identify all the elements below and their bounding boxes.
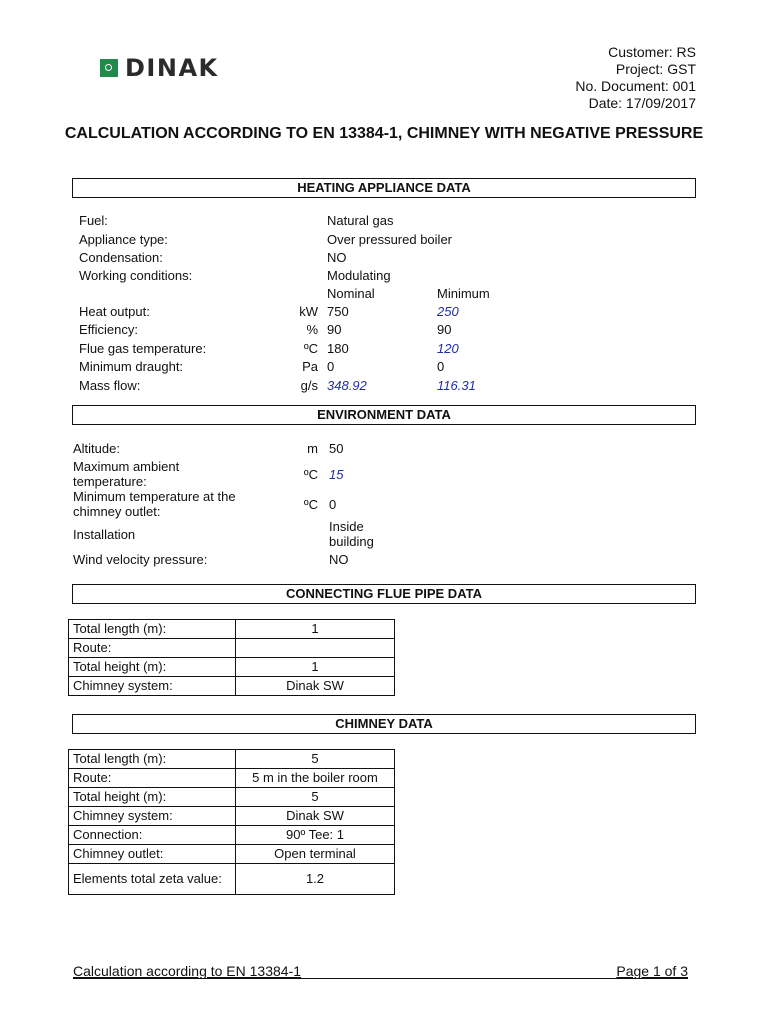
table-cell-label: Chimney system: [69,677,236,696]
table-cell-value: 90º Tee: 1 [236,826,395,845]
chimney-data-table [68,749,395,895]
table-cell-value [236,639,395,658]
mass-flow-label: Mass flow: [79,378,141,393]
logo-mark-icon [100,59,118,77]
table-cell-value: Dinak SW [236,677,395,696]
efficiency-nominal: 90 [327,322,342,337]
table-row [69,677,395,696]
footer-page-number: Page 1 of 3 [616,963,688,979]
heat-output-minimum: 250 [437,304,459,319]
table-cell-value: 5 m in the boiler room [236,769,395,788]
installation-label: Installation [73,527,136,542]
table-cell-label: Connection: [69,826,236,845]
footer-divider [73,978,688,979]
mass-flow-unit: g/s [300,378,318,393]
condensation-value: NO [327,250,347,265]
flue-gas-temperature-nominal: 180 [327,341,349,356]
chimney-section-header: CHIMNEY DATA [72,714,696,734]
max-ambient-temperature-label: Maximum ambient temperature: [73,459,180,489]
customer-line: Customer: RS [608,44,696,60]
minimum-draught-label: Minimum draught: [79,359,184,374]
heating-section-header: HEATING APPLIANCE DATA [72,178,696,198]
working-conditions-value: Modulating [327,268,391,283]
table-cell-label: Total length (m): [69,620,236,639]
altitude-value: 50 [329,441,344,456]
max-ambient-temperature-value: 15 [329,467,344,482]
connecting-flue-section-header: CONNECTING FLUE PIPE DATA [72,584,696,604]
environment-section-header: ENVIRONMENT DATA [72,405,696,425]
table-cell-value: Dinak SW [236,807,395,826]
table-cell-value: 1 [236,658,395,677]
flue-gas-temperature-label: Flue gas temperature: [79,341,207,356]
mass-flow-minimum: 116.31 [437,378,476,393]
efficiency-label: Efficiency: [79,322,139,337]
table-row [69,826,395,845]
appliance-type-value: Over pressured boiler [327,232,452,247]
fuel-value: Natural gas [327,213,394,228]
table-cell-label: Total length (m): [69,750,236,769]
table-row [69,807,395,826]
project-line: Project: GST [615,61,696,77]
footer-document-title: Calculation according to EN 13384-1 [73,963,302,979]
table-row [69,639,395,658]
table-row [69,864,395,895]
table-cell-label: Elements total zeta value: [69,864,236,895]
table-cell-label: Total height (m): [69,788,236,807]
minimum-draught-nominal: 0 [327,359,335,374]
heat-output-unit: kW [299,304,318,319]
max-ambient-temperature-unit: ºC [303,467,318,482]
table-cell-label: Total height (m): [69,658,236,677]
logo-text: DINAK [125,54,219,82]
table-row [69,769,395,788]
table-cell-label: Chimney system: [69,807,236,826]
table-row [69,845,395,864]
installation-value: Inside building [329,519,374,549]
min-outlet-temperature-value: 0 [329,497,337,512]
working-conditions-label: Working conditions: [79,268,193,283]
table-cell-label: Chimney outlet: [69,845,236,864]
date-line: Date: 17/09/2017 [588,95,696,111]
table-row [69,658,395,677]
table-cell-value: 1.2 [236,864,395,895]
table-cell-value: 5 [236,750,395,769]
efficiency-minimum: 90 [437,322,452,337]
table-cell-value: 1 [236,620,395,639]
wind-velocity-pressure-value: NO [329,552,349,567]
nominal-column-header: Nominal [327,286,375,301]
table-row [69,750,395,769]
flue-gas-temperature-unit: ºC [303,341,318,356]
connecting-flue-table [68,619,395,696]
altitude-label: Altitude: [73,441,120,456]
company-logo [100,54,219,82]
minimum-draught-unit: Pa [302,359,318,374]
table-cell-label: Route: [69,639,236,658]
min-outlet-temperature-label: Minimum temperature at the chimney outlet: [73,489,236,519]
minimum-column-header: Minimum [437,286,490,301]
table-cell-value: Open terminal [236,845,395,864]
fuel-label: Fuel: [79,213,108,228]
table-cell-value: 5 [236,788,395,807]
document-number-line: No. Document: 001 [575,78,696,94]
minimum-draught-minimum: 0 [437,359,445,374]
mass-flow-nominal: 348.92 [327,378,367,393]
heat-output-label: Heat output: [79,304,150,319]
table-row [69,620,395,639]
appliance-type-label: Appliance type: [79,232,168,247]
heat-output-nominal: 750 [327,304,349,319]
altitude-unit: m [307,441,318,456]
table-cell-label: Route: [69,769,236,788]
min-outlet-temperature-unit: ºC [303,497,318,512]
flue-gas-temperature-minimum: 120 [437,341,459,356]
efficiency-unit: % [306,322,318,337]
condensation-label: Condensation: [79,250,163,265]
page-title: CALCULATION ACCORDING TO EN 13384-1, CHIMNEY WITH NEGATIVE PRESSURE [64,125,704,142]
wind-velocity-pressure-label: Wind velocity pressure: [73,552,208,567]
table-row [69,788,395,807]
